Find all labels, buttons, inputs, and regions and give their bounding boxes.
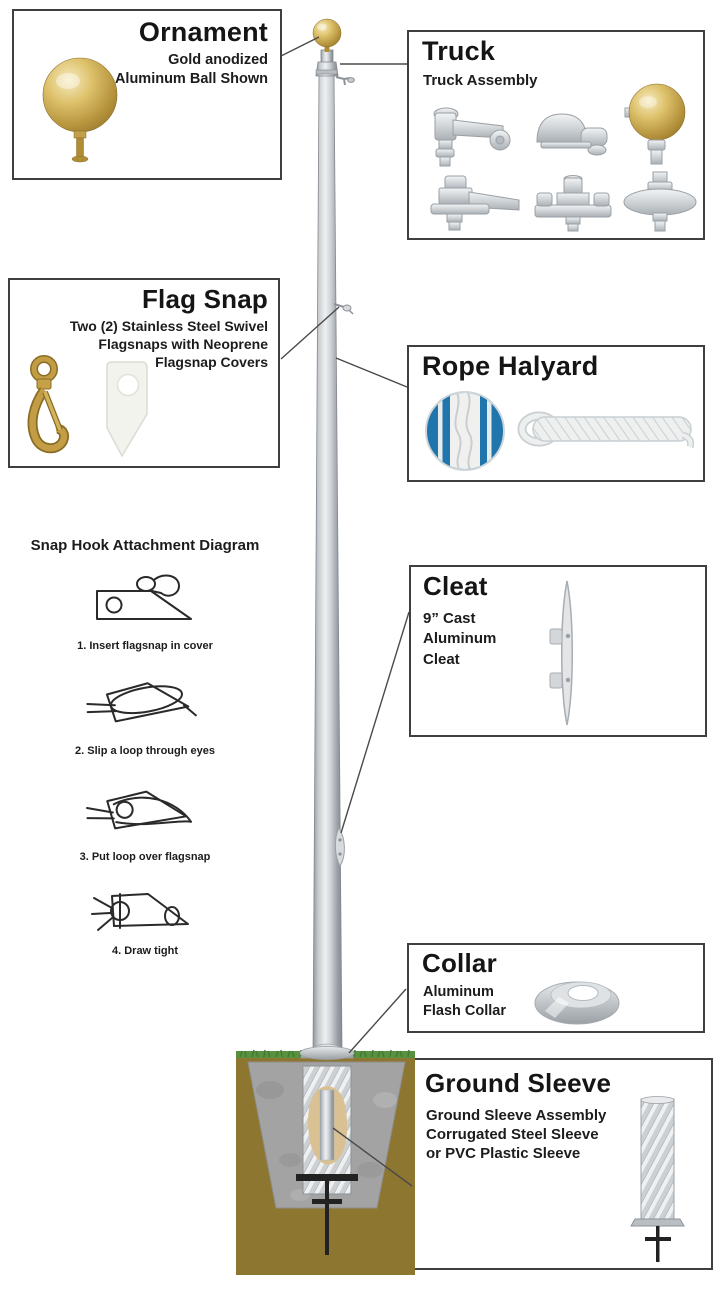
cast-aluminum-cleat-image	[537, 577, 585, 729]
flag-snap-callout-box	[8, 278, 280, 468]
cleat-title: Cleat	[423, 571, 488, 601]
flagpole	[300, 19, 354, 1060]
attachment-step-3-caption: 3. Put loop over flagsnap	[79, 851, 211, 863]
attachment-step-3	[30, 780, 260, 863]
grass	[236, 1050, 415, 1058]
attachment-step-4	[30, 886, 260, 957]
sleeve-cutaway	[308, 1086, 347, 1165]
attachment-step-2-caption: 2. Slip a loop through eyes	[75, 745, 215, 757]
rope-coil-image	[515, 403, 699, 455]
ground-sleeve-in-ground	[303, 1066, 351, 1194]
collar-title: Collar	[422, 948, 497, 978]
truck-callout-box	[407, 30, 705, 240]
ornament-callout-box	[12, 9, 282, 180]
truck-round-base-image	[617, 170, 703, 232]
flag-snap-leader-line	[281, 307, 339, 359]
sleeve-base-plate	[296, 1174, 358, 1181]
attachment-step-4-caption: 4. Draw tight	[111, 945, 178, 957]
truck-double-pulley-image	[529, 175, 617, 232]
flag-snap-title: Flag Snap	[141, 284, 268, 314]
truck-side-arm-image	[423, 104, 515, 170]
slip-loop-diagram-icon	[85, 670, 205, 736]
soil	[236, 1056, 415, 1275]
attachment-step-1	[30, 573, 260, 652]
ground-sleeve-description: Ground Sleeve Assembly Corrugated Steel Sleeve or PVC Plastic Sleeve	[426, 1107, 607, 1163]
rope-closeup-badge-image	[423, 389, 507, 473]
collar-description: Aluminum Flash Collar	[423, 984, 506, 1019]
loop-over-flagsnap-diagram-icon	[85, 780, 205, 842]
concrete-footing	[248, 1062, 405, 1208]
insert-flagsnap-diagram-icon	[89, 573, 201, 631]
ground-cross-section	[236, 1050, 415, 1275]
draw-tight-diagram-icon	[90, 886, 200, 936]
truck-gold-ball-image	[617, 82, 691, 168]
attachment-step-1-caption: 1. Insert flagsnap in cover	[77, 640, 213, 652]
rope-halyard-callout-box	[407, 345, 705, 482]
ground-spike	[312, 1181, 342, 1255]
ornament-ball-on-pole	[313, 19, 341, 52]
cleat-callout-box	[409, 565, 707, 737]
attachment-step-2	[30, 670, 260, 757]
truck-description: Truck Assembly	[423, 72, 538, 89]
rope-halyard-leader-line	[336, 358, 407, 387]
ornament-title: Ornament	[138, 17, 268, 47]
aluminum-flash-collar-image	[525, 971, 629, 1029]
gold-ball-ornament-image	[30, 55, 130, 177]
ground-sleeve-callout-box	[410, 1058, 713, 1270]
cleat-on-pole	[335, 828, 344, 866]
flagsnap-on-pole	[334, 304, 353, 314]
leader-lines	[281, 37, 412, 1186]
truck-base-arm-image	[423, 172, 525, 232]
ornament-leader-line	[281, 37, 319, 56]
flash-collar-on-pole	[300, 1044, 354, 1060]
collar-leader-line	[349, 989, 406, 1053]
flag-snap-description: Two (2) Stainless Steel Swivel Flagsnaps with Neoprene Flagsnap Covers	[69, 318, 268, 370]
truck-on-pole	[316, 50, 354, 85]
truck-dome-image	[529, 110, 613, 166]
ground-sleeve-title: Ground Sleeve	[425, 1068, 612, 1098]
ground-sleeve-leader-line	[333, 1128, 412, 1186]
neoprene-flagsnap-cover-image	[102, 360, 150, 460]
collar-callout-box	[407, 943, 705, 1033]
rope-halyard-title: Rope Halyard	[422, 351, 599, 381]
attachment-diagram-title: Snap Hook Attachment Diagram	[30, 537, 260, 554]
cleat-leader-line	[341, 612, 409, 833]
ornament-description: Gold anodized Aluminum Ball Shown	[114, 52, 268, 87]
pole-inside-sleeve	[320, 1090, 334, 1160]
corrugated-ground-sleeve-image	[627, 1096, 689, 1268]
brass-swivel-flagsnap-image	[20, 354, 72, 462]
cleat-description: 9” Cast Aluminum Cleat	[423, 610, 497, 668]
truck-title: Truck	[422, 36, 496, 66]
